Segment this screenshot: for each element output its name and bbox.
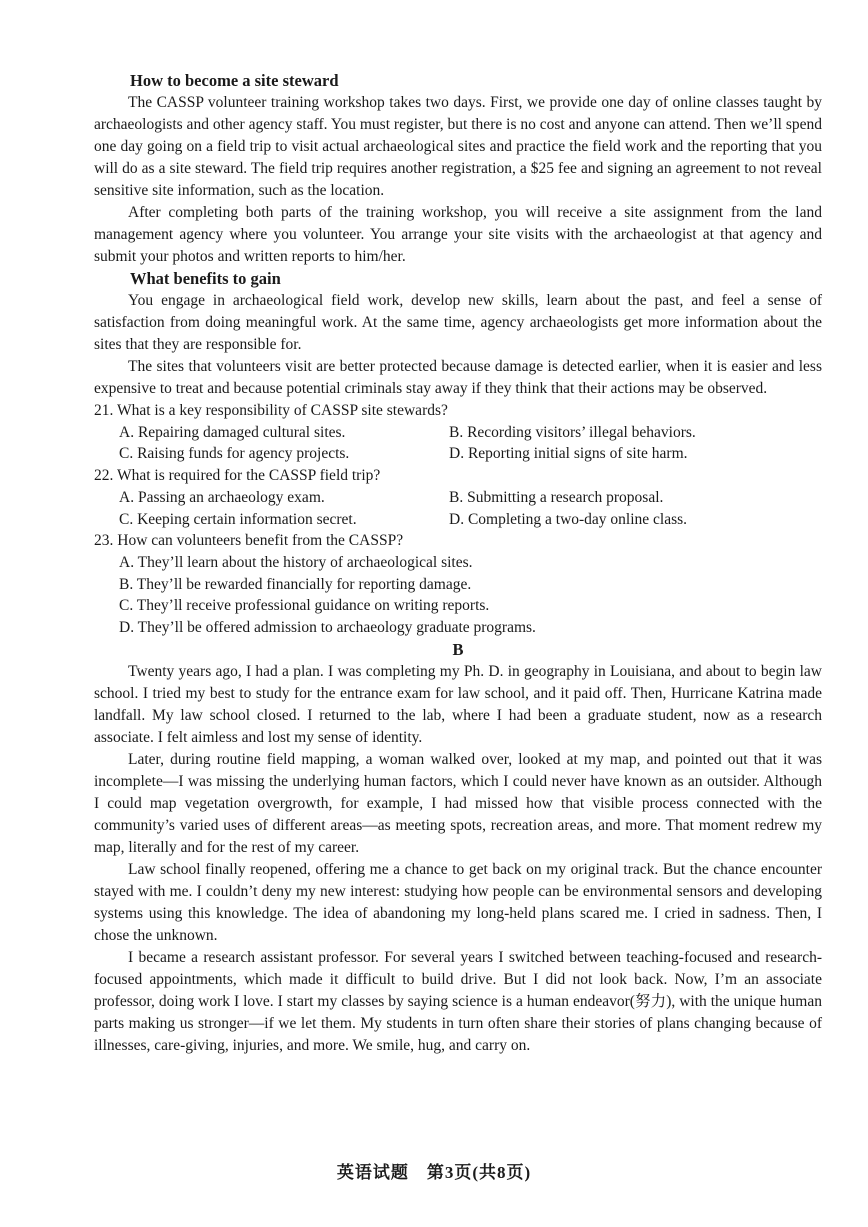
paragraph-b4: I became a research assistant professor. For several years I switched between teaching-focused and research-focused appointments, which made it difficult to build drive. But I did not look back. Now, I’m an associate professor, doing work I love. I start my classes by saying science is a human endeavor(努力), with the unique human parts making us stronger—if we let them. My students in turn often share their stories of plans changing because of illnesses, care-giving, injuries, and more. We smile, hug, and carry on. xyxy=(94,948,822,1054)
paragraph-b2: Later, during routine field mapping, a woman walked over, looked at my map, and pointed out that it was incomplete—I was missing the underlying human factors, which I could never have known as an outsider. Although I could map vegetation overgrowth, for example, I had missed how that visible process connected with the community’s varied uses of different areas—as meeting spots, recreation areas, and more. That moment redrew my map, literally and for the rest of my career. xyxy=(94,750,822,856)
section-b-label: B xyxy=(452,639,464,659)
paragraph-a2: After completing both parts of the training workshop, you will receive a site assignment from the land management agency where you volunteer. You arrange your site visits with the archaeologist at that agency and submit your photos and written reports to him/her. xyxy=(94,204,822,265)
option-a: A. Passing an archaeology exam. xyxy=(119,488,325,506)
options xyxy=(119,487,822,530)
question-23 xyxy=(94,530,822,639)
option-d: D. They’ll be offered admission to archaeology graduate programs. xyxy=(119,619,536,637)
option-c: C. Keeping certain information secret. xyxy=(119,510,357,528)
paragraph-b1: Twenty years ago, I had a plan. I was completing my Ph. D. in geography in Louisiana, and about to begin law school. I tried my best to study for the entrance exam for law school, and it paid off. Then, Hurricane Katrina made landfall. My law school closed. I returned to the lab, where I had been a graduate student, now as a research associate. I felt aimless and lost my sense of identity. xyxy=(94,662,822,746)
paragraph-a1: The CASSP volunteer training workshop takes two days. First, we provide one day of online classes taught by archaeologists and other agency staff. You must register, but there is no cost and anyone can attend. Then we’ll spend one day going on a field trip to visit actual archaeological sites and practice the field work and the reporting that you will do as a site steward. The field trip requires another registration, a $25 fee and signing an agreement to not reveal sensitive site information, such as the location. xyxy=(94,94,822,199)
option-a: A. They’ll learn about the history of archaeological sites. xyxy=(119,553,473,571)
option-c: C. Raising funds for agency projects. xyxy=(119,445,350,463)
passage-b xyxy=(94,661,822,1057)
paragraph-a4: The sites that volunteers visit are better protected because damage is detected earlier, when it is easier and less expensive to treat and because potential criminals stay away if they think that their actions may be observed. xyxy=(94,358,822,397)
option-c: C. They’ll receive professional guidance on writing reports. xyxy=(119,597,490,615)
page-footer: 英语试题 第3页(共8页) xyxy=(336,1163,532,1182)
paragraph-b3: Law school finally reopened, offering me a chance to get back on my original track. But the chance encounter stayed with me. I couldn’t deny my new interest: studying how people can be environmental sensors and developing systems using this knowledge. The idea of abandoning my long-held plans scared me. I cried in sadness. Then, I chose the unknown. xyxy=(94,860,822,944)
option-d: D. Completing a two-day online class. xyxy=(449,510,688,528)
question-22 xyxy=(94,465,822,530)
option-a: A. Repairing damaged cultural sites. xyxy=(119,423,346,441)
heading-site-steward: How to become a site steward xyxy=(130,71,339,90)
heading-benefits: What benefits to gain xyxy=(130,269,281,288)
options xyxy=(119,422,822,465)
option-d: D. Reporting initial signs of site harm. xyxy=(449,445,688,463)
options xyxy=(119,552,822,639)
paragraph-a3: You engage in archaeological field work, develop new skills, learn about the past, and feel a sense of satisfaction from doing meaningful work. At the same time, agency archaeologists get more information about the sites that they are responsible for. xyxy=(94,292,822,353)
option-b: B. Submitting a research proposal. xyxy=(449,488,664,506)
question-stem: 21. What is a key responsibility of CASSP site stewards? xyxy=(94,402,448,419)
question-21 xyxy=(94,400,822,465)
question-stem: 23. How can volunteers benefit from the CASSP? xyxy=(94,532,404,550)
question-stem: 22. What is required for the CASSP field trip? xyxy=(94,467,381,485)
option-b: B. They’ll be rewarded financially for reporting damage. xyxy=(119,575,472,593)
option-b: B. Recording visitors’ illegal behaviors. xyxy=(449,423,696,441)
